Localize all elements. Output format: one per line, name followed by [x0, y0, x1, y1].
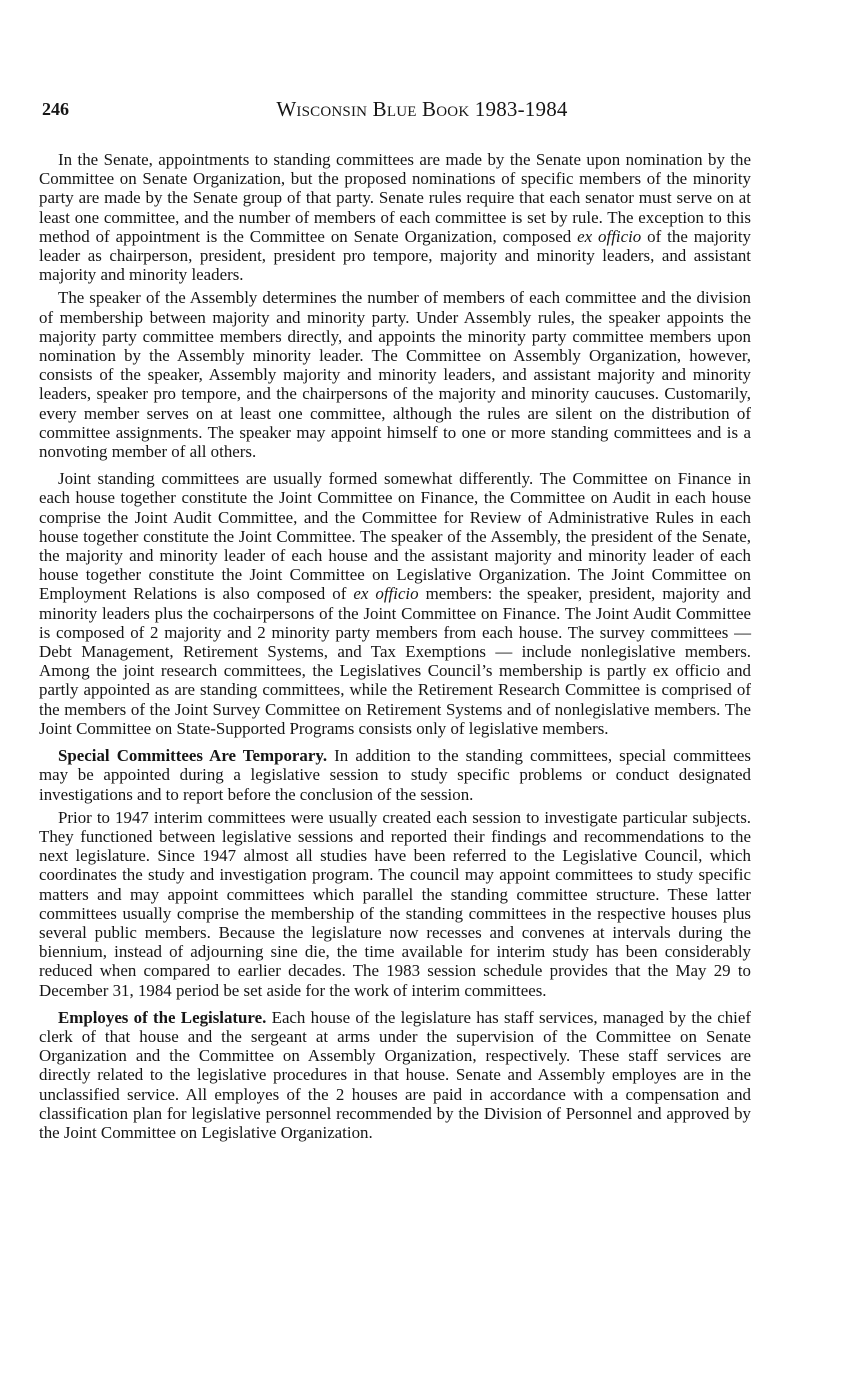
- paragraph-text: Prior to 1947 interim committees were usually created each session to investigate particular subjects. They functioned between legislative sessions and reported their findings and recommendations to the next legislature. Since 1947 almost all studies have been referred to the Legislative Council, which coordinates the study and investigation program. The council may appoint committees to study specific matters and may appoint committees which parallel the standing committee structure. These latter committees usually comprise the membership of the standing committees in the respective houses plus several public members. Because the legislature now recesses and convenes at intervals during the biennium, instead of adjourning sine die, the time available for interim study has been considerably reduced when compared to earlier decades. The 1983 session schedule provides that the May 29 to December 31, 1984 period be set aside for the work of interim committees.: [39, 807, 751, 1000]
- running-title: Wisconsin Blue Book 1983-1984: [276, 97, 568, 121]
- paragraph-senate-appointments: [39, 150, 751, 284]
- paragraph-text: In addition to the standing committees, special committees may be appointed during a legislative session to study specific problems or conduct designated investigations and to report before the conclusion of the session.: [39, 746, 751, 804]
- paragraph-text: Each house of the legislature has staff services, managed by the chief clerk of that house and the sergeant at arms under the supervision of the Committee on Senate Organization and the Committee on Assembly Organization, respectively. These staff services are directly related to the legislative procedures in that house. Senate and Assembly employes are in the unclassified service. All employes of the 2 houses are paid in accordance with a compensation and classification plan for legislative personnel recommended by the Division of Personnel and approved by the Joint Committee on Legislative Organization.: [39, 1007, 751, 1142]
- paragraph-special-committees: [39, 746, 751, 804]
- body-text: [39, 150, 751, 1146]
- paragraph-employes: [39, 1008, 751, 1142]
- italic-term: ex officio: [353, 584, 419, 604]
- paragraph-text: In the Senate, appointments to standing committees are made by the Senate upon nomination by the Committee on Senate Organization, but the proposed nominations of specific members of the minority party are made by the Senate group of that party. Senate rules require that each senator must serve on at least one committee, and the number of members of each committee is set by rule. The exception to this method of appointment is the Committee on Senate Organization, composed: [39, 150, 751, 246]
- paragraph-text: The speaker of the Assembly determines the number of members of each committee and the division of membership between majority and minority party. Under Assembly rules, the speaker appoints the majority party committee members directly, and appoints the minority party committee members upon nomination by the Assembly minority leader. The Committee on Assembly Organization, however, consists of the speaker, Assembly majority and minority leaders, and assistant majority and minority leaders, speaker pro tempore, and the chairpersons of the majority and minority caucuses. Customarily, every member serves on at least one committee, although the rules are silent on the distribution of committee assignments. The speaker may appoint himself to one or more standing committees and is a nonvoting member of all others.: [39, 288, 751, 462]
- page-header: [42, 97, 802, 127]
- paragraph-joint-committees: [39, 469, 751, 738]
- italic-term: ex officio: [577, 226, 642, 246]
- paragraph-text: of the majority leader as chairperson, president, president pro tempore, majority and minority leaders, and assistant majority and minority leaders.: [39, 226, 751, 285]
- page-number: 246: [42, 99, 69, 119]
- paragraph-assembly-speaker: [39, 288, 751, 461]
- paragraph-text: members: the speaker, president, majority and minority leaders plus the cochairpersons of the Joint Committee on Finance. The Joint Audit Committee is composed of 2 majority and 2 minority party members from each house. The survey committees — Debt Management, Retirement Systems, and Tax Exemptions — include nonlegislative members. Among the joint research committees, the Legislatives Council’s membership is partly ex officio and partly appointed as are standing committees, while the Retirement Research Committee is comprised of the members of the Joint Survey Committee on Retirement Systems and of nonlegislative members. The Joint Committee on State-Supported Programs consists only of legislative members.: [39, 584, 751, 738]
- paragraph-text: Joint standing committees are usually formed somewhat differently. The Committee on Finance in each house together constitute the Joint Committee on Finance, the Committee on Audit in each house comprise the Joint Audit Committee, and the Committee for Review of Administrative Rules in each house together constitute the Joint Committee. The speaker of the Assembly, the president of the Senate, the majority and minority leader of each house and the assistant majority and minority leader of each house together constitute the Joint Committee on Legislative Organization. The Joint Committee on Employment Relations is also composed of: [39, 469, 751, 604]
- section-heading: Employes of the Legislature.: [58, 1007, 267, 1027]
- paragraph-interim-committees: [39, 808, 751, 1000]
- section-heading: Special Committees Are Temporary.: [58, 746, 328, 766]
